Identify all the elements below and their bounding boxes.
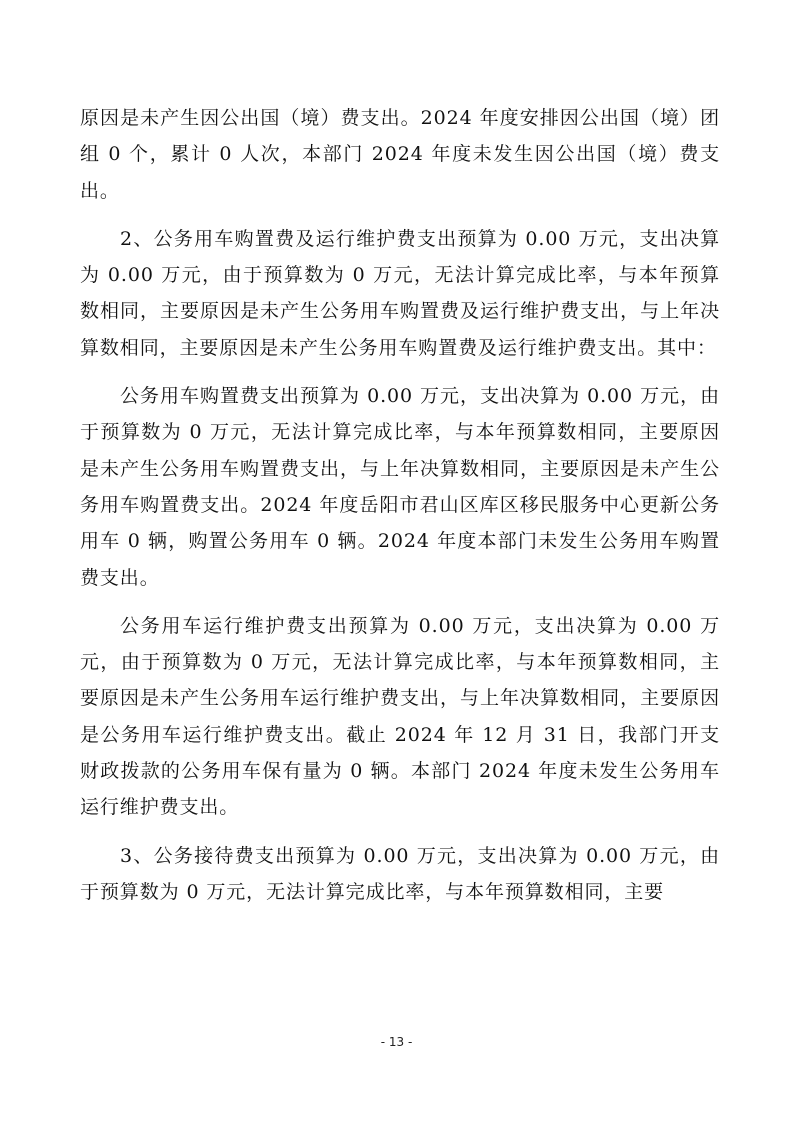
paragraph-vehicle-maintenance: 公务用车运行维护费支出预算为 0.00 万元，支出决算为 0.00 万元，由于预算数为 0 万元，无法计算完成比率，与本年预算数相同，主要原因是未产生公务用车运行维护费支出，与上年决算数相同，主要原因是公务用车运行维护费支出。截止 2024 年 12 月 31 日，我部门开支财政拨款的公务用车保有量为 0 辆。本部门 2024 年度未发生公务用车运行维护费支出。 bbox=[80, 614, 720, 819]
page-number: - 13 - bbox=[380, 1035, 413, 1049]
paragraph-vehicle-purchase: 公务用车购置费支出预算为 0.00 万元，支出决算为 0.00 万元，由于预算数为 0 万元，无法计算完成比率，与本年预算数相同，主要原因是未产生公务用车购置费支出，与上年决算数相同，主要原因是未产生公务用车购置费支出。2024 年度岳阳市君山区库区移民服务中心更新公务用车 0 辆，购置公务用车 0 辆。2024 年度本部门未发生公务用车购置费支出。 bbox=[80, 385, 720, 589]
body-text bbox=[80, 100, 720, 910]
paragraph-continuation: 原因是未产生因公出国（境）费支出。2024 年度安排因公出国（境）团组 0 个，累计 0 人次，本部门 2024 年度未发生因公出国（境）费支出。 bbox=[80, 107, 720, 202]
paragraph-vehicle-expenses: 2、公务用车购置费及运行维护费支出预算为 0.00 万元，支出决算为 0.00 万元，由于预算数为 0 万元，无法计算完成比率，与本年预算数相同，主要原因是未产生公务用车购置费及运行维护费支出，与上年决算数相同，主要原因是未产生公务用车购置费及运行维护费支出。其中： bbox=[80, 227, 720, 359]
paragraph-reception-expenses: 3、公务接待费支出预算为 0.00 万元，支出决算为 0.00 万元，由于预算数为 0 万元，无法计算完成比率，与本年预算数相同，主要 bbox=[80, 844, 720, 903]
